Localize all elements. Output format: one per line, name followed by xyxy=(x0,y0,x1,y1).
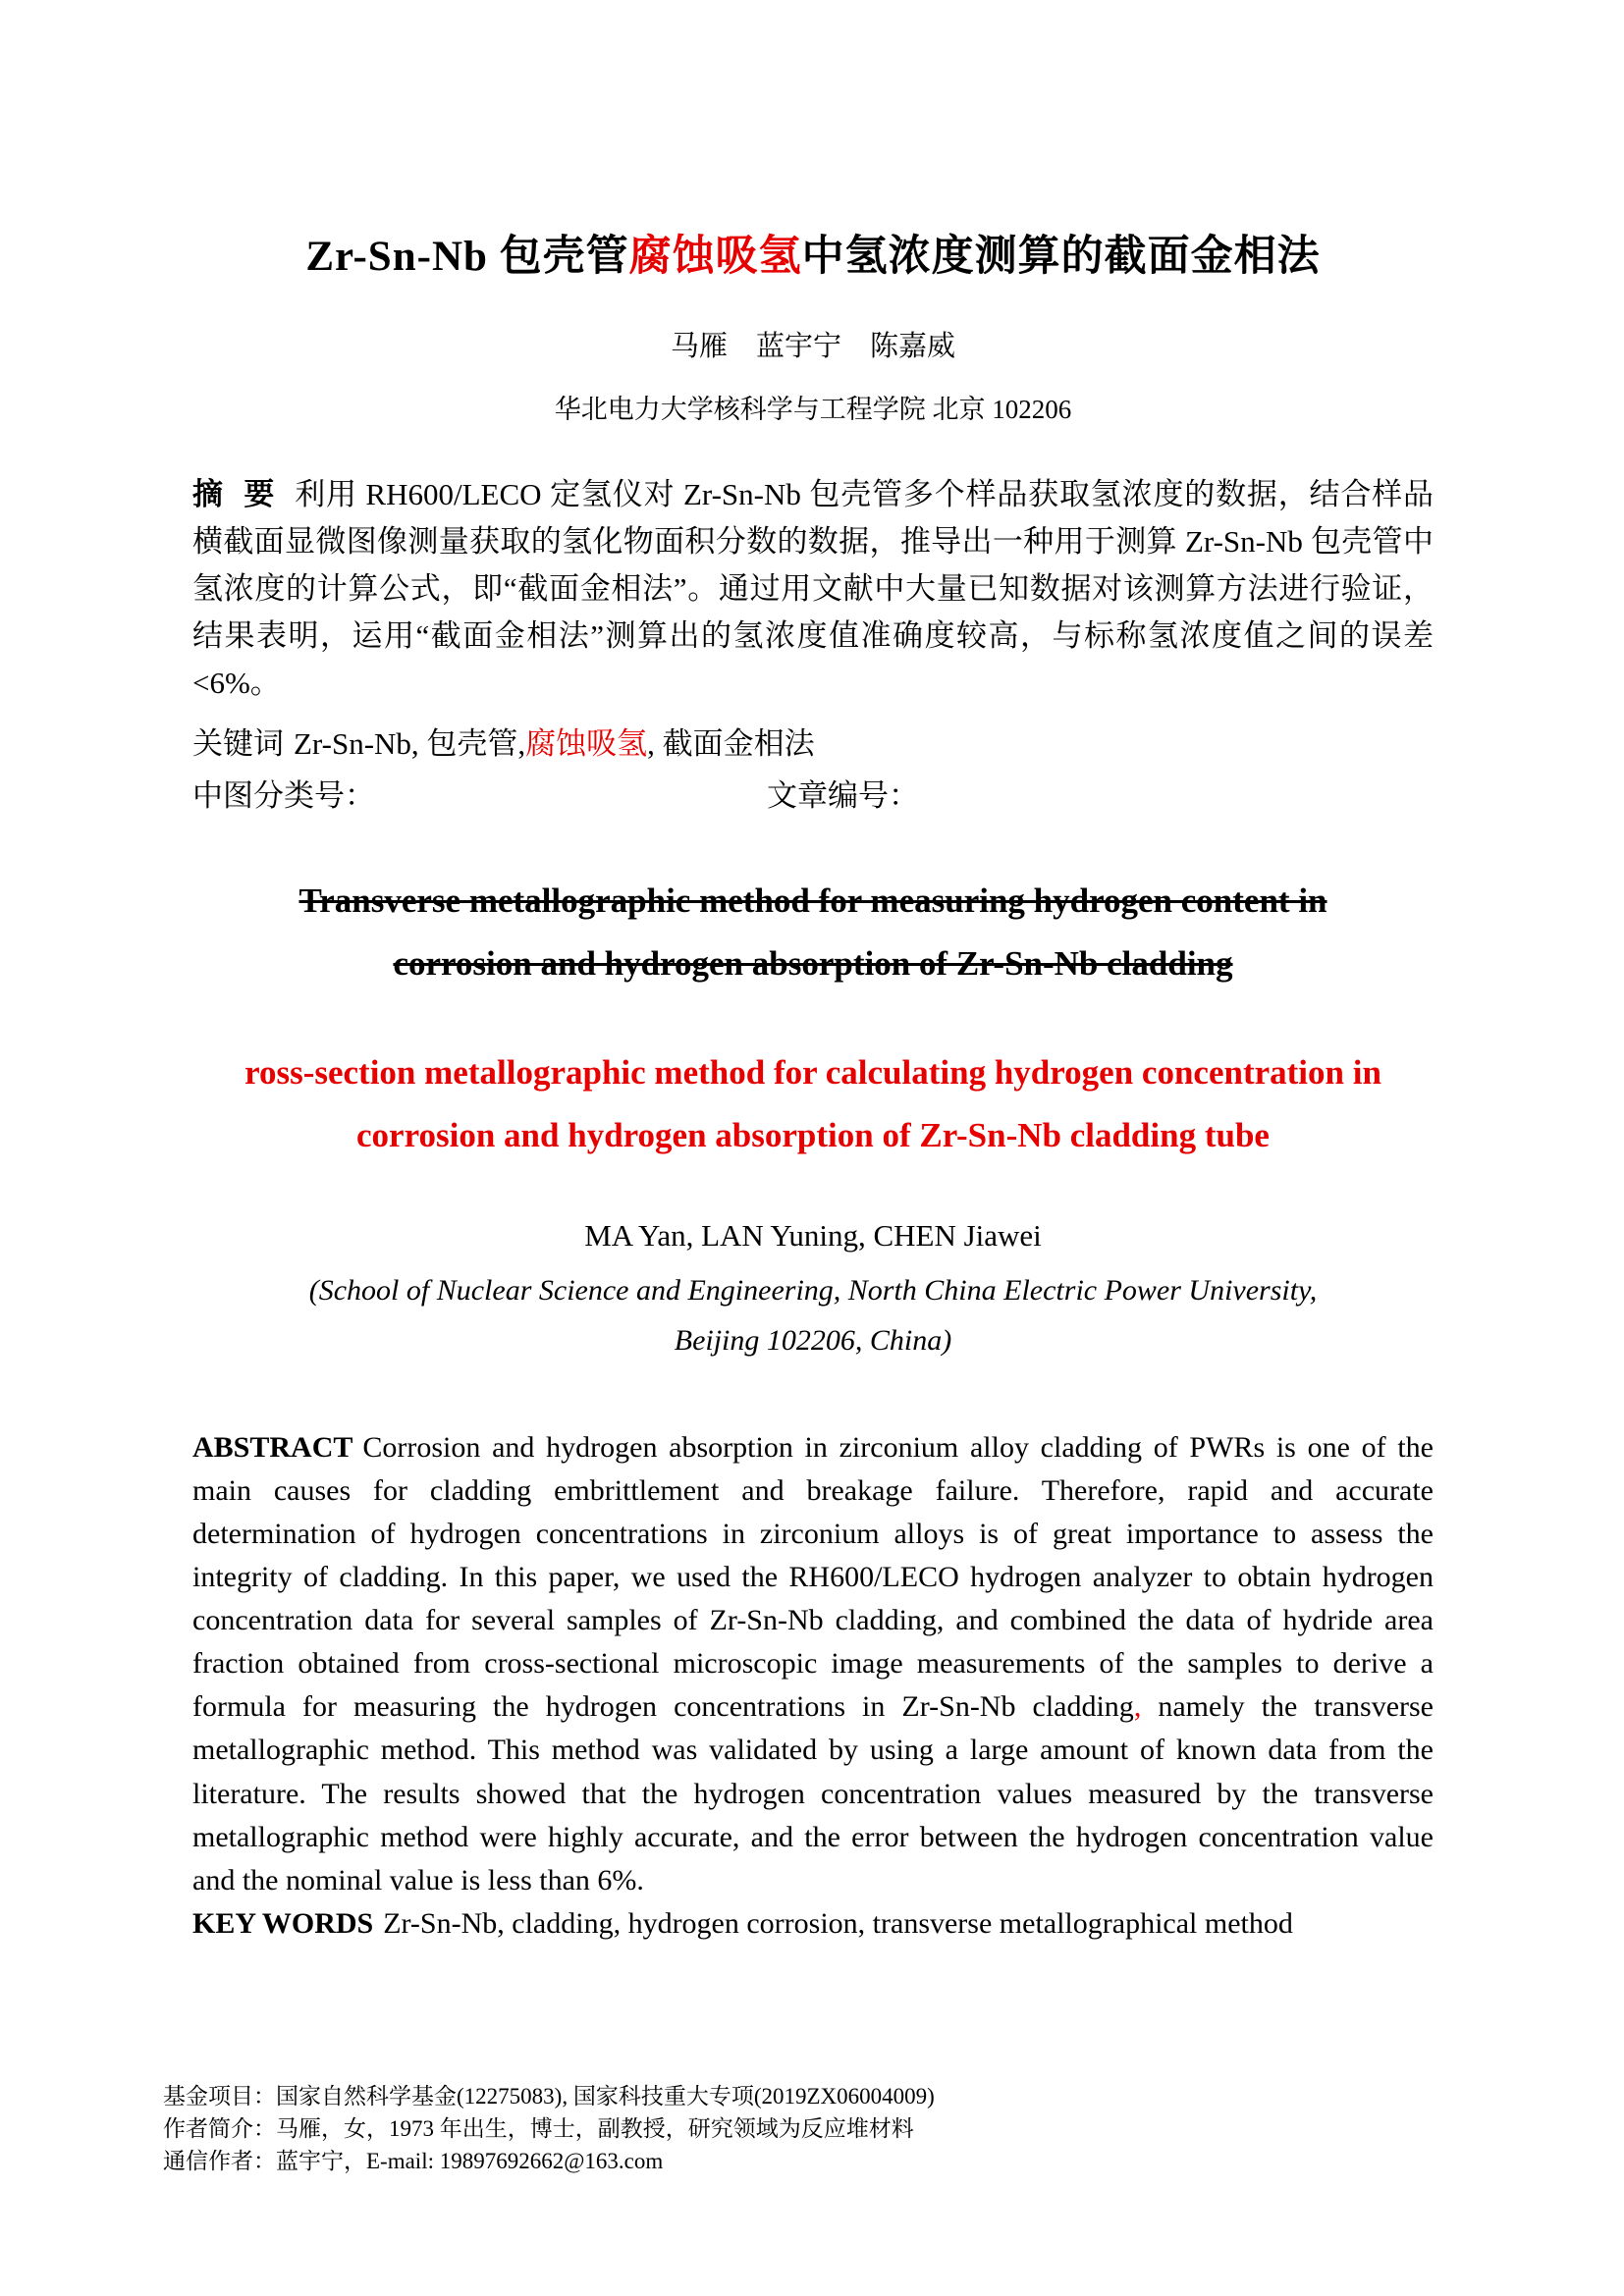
english-keywords xyxy=(192,1902,1434,1946)
english-abstract-label: ABSTRACT xyxy=(192,1430,353,1464)
chinese-title-red-phrase: 腐蚀吸氢 xyxy=(628,234,802,280)
english-keywords-text: Zr-Sn-Nb, cladding, hydrogen corrosion, transverse metallographical method xyxy=(383,1906,1293,1940)
funding-note: 基金项目：国家自然科学基金(12275083), 国家科技重大专项(2019ZX06004009) xyxy=(163,2084,935,2109)
chinese-abstract-label: 摘 要 xyxy=(192,476,282,511)
chinese-keywords-label: 关键词 xyxy=(192,726,284,762)
english-abstract xyxy=(192,1426,1434,1902)
chinese-abstract-text: 利用 RH600/LECO 定氢仪对 Zr-Sn-Nb 包壳管多个样品获取氢浓度的数据，结合样品横截面显微图像测量获取的氢化物面积分数的数据，推导出一种用于测算 Zr-Sn-Nb 包壳管中氢浓度的计算公式，即“截面金相法”。通过用文献中大量已知数据对该测算方法进行验证，结果表明，运用“截面金相法”测算出的氢浓度值准确度较高，与标称氢浓度值之间的误差<6%。 xyxy=(192,476,1435,701)
chinese-keywords-pre: Zr-Sn-Nb, 包壳管, xyxy=(294,726,526,762)
chinese-affiliation: 华北电力大学核科学与工程学院 北京 102206 xyxy=(554,394,1072,424)
english-abstract-red-comma: , xyxy=(1133,1690,1142,1724)
author-bio-note: 作者简介：马雁，女，1973 年出生，博士，副教授，研究领域为反应堆材料 xyxy=(163,2115,914,2141)
english-title-strikethrough: Transverse metallographic method for measuring hydrogen content in corrosion and hydrogen absorption of Zr-Sn-Nb cladding xyxy=(298,881,1327,983)
english-keywords-label: KEY WORDS xyxy=(192,1906,374,1940)
chinese-title-post: 中氢浓度测算的截面金相法 xyxy=(801,234,1321,280)
english-affiliation: (School of Nuclear Science and Engineering, North China Electric Power University, Beijing 102206, China) xyxy=(308,1273,1318,1357)
chinese-title-pre: Zr-Sn-Nb 包壳管 xyxy=(305,234,629,280)
chinese-keywords-red-phrase: 腐蚀吸氢 xyxy=(525,726,648,762)
footer-notes xyxy=(163,2081,935,2178)
english-authors: MA Yan, LAN Yuning, CHEN Jiawei xyxy=(584,1217,1042,1253)
corresponding-author-note: 通信作者：蓝宇宁，E-mail: 19897692662@163.com xyxy=(163,2148,664,2173)
chinese-title xyxy=(192,230,1434,285)
chinese-keywords-post: , 截面金相法 xyxy=(647,726,815,762)
clc-line xyxy=(192,774,1434,819)
clc-label: 中图分类号： xyxy=(192,778,375,814)
english-abstract-part2: namely the transverse metallographic method. This method was validated by using a large amount of known data from the literature. The results showed that the hydrogen concentration values measured by the transverse metallographic method were highly accurate, and the error between the hydrogen concentration value and the nominal value is less than 6%. xyxy=(192,1690,1434,1896)
chinese-authors: 马雁 蓝宇宁 陈嘉威 xyxy=(670,330,955,362)
chinese-keywords xyxy=(192,722,1434,767)
article-no-label: 文章编号： xyxy=(767,778,919,814)
english-abstract-part1: Corrosion and hydrogen absorption in zirconium alloy cladding of PWRs is one of the main causes for cladding embrittlement and breakage failure. Therefore, rapid and accurate determination of hydrogen concentrations in zirconium alloys is of great importance to assess the integrity of cladding. In this paper, we used the RH600/LECO hydrogen analyzer to obtain hydrogen concentration data for several samples of Zr-Sn-Nb cladding, and combined the data of hydride area fraction obtained from cross-sectional microscopic image measurements of the samples to derive a formula for measuring the hydrogen concentrations in Zr-Sn-Nb cladding xyxy=(192,1430,1434,1724)
chinese-abstract xyxy=(192,471,1434,707)
english-title-red: ross-section metallographic method for calculating hydrogen concentration in corrosion and hydrogen absorption of Zr-Sn-Nb cladding tube xyxy=(244,1053,1381,1155)
